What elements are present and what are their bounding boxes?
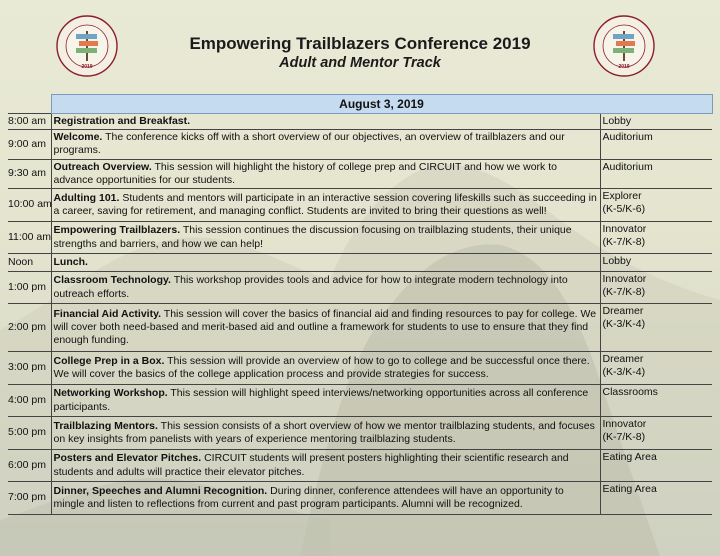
schedule-row bbox=[8, 159, 712, 188]
session-text: This session will cover the basics of financial aid and finding resources to pay for college. We will cover both need-based and merit-based aid and outline a framework for students to use to ensure that they find enough funding. bbox=[53, 307, 597, 347]
session-time: 9:00 am bbox=[8, 130, 51, 159]
schedule-row bbox=[8, 450, 712, 482]
session-description bbox=[51, 114, 600, 130]
session-text: This session will highlight speed interviews/networking opportunities across all conference participants. bbox=[53, 387, 589, 413]
session-location bbox=[600, 159, 712, 188]
location-name: Eating Area bbox=[602, 451, 657, 464]
location-name: Lobby bbox=[602, 255, 632, 268]
location-grade-range: (K-3/K-4) bbox=[602, 318, 646, 331]
session-description bbox=[51, 385, 600, 417]
session-time: 1:00 pm bbox=[8, 272, 51, 304]
session-description bbox=[51, 272, 600, 304]
session-location bbox=[600, 304, 712, 352]
session-title: Empowering Trailblazers. bbox=[53, 224, 181, 237]
schedule-row bbox=[8, 272, 712, 304]
location-name: Auditorium bbox=[602, 131, 653, 144]
session-time: 10:00 am bbox=[8, 189, 51, 222]
session-time: 4:00 pm bbox=[8, 385, 51, 417]
session-time: 5:00 pm bbox=[8, 417, 51, 450]
session-location bbox=[600, 114, 712, 130]
schedule-row bbox=[8, 482, 712, 515]
session-time: 7:00 pm bbox=[8, 482, 51, 515]
session-time: 6:00 pm bbox=[8, 450, 51, 482]
session-description bbox=[51, 482, 600, 515]
session-location bbox=[600, 450, 712, 482]
session-location bbox=[600, 130, 712, 159]
session-title: Adulting 101. bbox=[53, 191, 120, 204]
location-name: Dreamer bbox=[602, 353, 644, 366]
session-time: Noon bbox=[8, 254, 51, 272]
session-location bbox=[600, 189, 712, 222]
session-text: This session will provide an overview of how to go to college and be successful once there. We will cover the basics of the college application process and provide strategies for success. bbox=[53, 354, 590, 381]
session-description bbox=[51, 254, 600, 272]
location-grade-range: (K-3/K-4) bbox=[602, 366, 646, 379]
page-header bbox=[0, 34, 720, 72]
session-title: Networking Workshop. bbox=[53, 387, 168, 400]
session-description bbox=[51, 352, 600, 385]
schedule-date: August 3, 2019 bbox=[51, 95, 712, 114]
session-time: 8:00 am bbox=[8, 114, 51, 130]
location-name: Eating Area bbox=[602, 483, 657, 496]
session-location bbox=[600, 254, 712, 272]
location-grade-range: (K-5/K-6) bbox=[602, 203, 646, 216]
session-description bbox=[51, 159, 600, 188]
session-text: This session continues the discussion focusing on trailblazing students, their unique strengths and barriers, and how we can help! bbox=[53, 224, 572, 250]
location-grade-range: (K-7/K-8) bbox=[602, 431, 646, 444]
location-name: Classrooms bbox=[602, 386, 658, 399]
session-title: Posters and Elevator Pitches. bbox=[53, 452, 202, 465]
session-title: Trailblazing Mentors. bbox=[53, 419, 158, 432]
session-location bbox=[600, 417, 712, 450]
location-grade-range: (K-7/K-8) bbox=[602, 286, 646, 299]
session-description bbox=[51, 189, 600, 222]
session-location bbox=[600, 385, 712, 417]
session-time: 2:00 pm bbox=[8, 304, 51, 352]
schedule-table bbox=[8, 94, 713, 515]
session-description bbox=[51, 130, 600, 159]
schedule-row bbox=[8, 130, 712, 159]
location-name: Innovator bbox=[602, 223, 647, 236]
location-name: Innovator bbox=[602, 418, 647, 431]
schedule-row bbox=[8, 222, 712, 254]
location-grade-range: (K-7/K-8) bbox=[602, 236, 646, 249]
location-name: Lobby bbox=[602, 115, 632, 127]
session-title: Financial Aid Activity. bbox=[53, 307, 162, 320]
session-title: Classroom Technology. bbox=[53, 274, 171, 287]
session-text: This session will highlight the history of college prep and CIRCUIT and how we work to advance opportunities for our students. bbox=[53, 160, 557, 186]
session-text: This session consists of a short overview of how we mentor trailblazing students, and focuses on key insights from panelists with years of experience mentoring trailblazing students. bbox=[53, 419, 595, 446]
schedule-row bbox=[8, 254, 712, 272]
svg-text:2019: 2019 bbox=[81, 64, 93, 70]
session-title: Dinner, Speeches and Alumni Recognition. bbox=[53, 484, 268, 497]
schedule-row bbox=[8, 114, 712, 130]
schedule-row bbox=[8, 417, 712, 450]
schedule-row bbox=[8, 189, 712, 222]
date-header-row bbox=[8, 95, 712, 114]
location-name: Auditorium bbox=[602, 160, 653, 173]
location-name: Innovator bbox=[602, 273, 647, 286]
session-time: 3:00 pm bbox=[8, 352, 51, 385]
session-title: Welcome. bbox=[53, 131, 103, 144]
page-subtitle: Adult and Mentor Track bbox=[279, 55, 441, 71]
session-title: Registration and Breakfast. bbox=[53, 115, 191, 127]
session-text: CIRCUIT students will present posters highlighting their scientific research and students and adults will practice their elevator pitches. bbox=[53, 452, 569, 478]
location-name: Explorer bbox=[602, 190, 642, 203]
session-description bbox=[51, 304, 600, 352]
svg-text:2019: 2019 bbox=[618, 64, 630, 70]
session-title: College Prep in a Box. bbox=[53, 354, 165, 367]
session-time: 11:00 am bbox=[8, 222, 51, 254]
page-title: Empowering Trailblazers Conference 2019 bbox=[189, 34, 531, 53]
session-text: This workshop provides tools and advice for how to integrate modern technology into outreach efforts. bbox=[53, 274, 568, 300]
session-title: Outreach Overview. bbox=[53, 160, 152, 173]
location-name: Dreamer bbox=[602, 305, 644, 318]
session-text: During dinner, conference attendees will have an opportunity to mingle and listen to reflections from current and past program participants. Alumni will be recognized. bbox=[53, 484, 564, 511]
schedule-row bbox=[8, 304, 712, 352]
session-location bbox=[600, 222, 712, 254]
schedule-row bbox=[8, 385, 712, 417]
session-description bbox=[51, 222, 600, 254]
session-time: 9:30 am bbox=[8, 159, 51, 188]
session-location bbox=[600, 482, 712, 515]
schedule-row bbox=[8, 352, 712, 385]
session-text: The conference kicks off with a short overview of our objectives, an overview of trailblazers and our programs. bbox=[53, 131, 565, 157]
session-title: Lunch. bbox=[53, 255, 88, 268]
session-text: Students and mentors will participate in an interactive session covering lifeskills such as succeeding in a career, saving for retirement, and managing conflict. Students are invited to bring their questions as well! bbox=[53, 191, 597, 218]
session-location bbox=[600, 352, 712, 385]
session-description bbox=[51, 450, 600, 482]
session-location bbox=[600, 272, 712, 304]
session-description bbox=[51, 417, 600, 450]
